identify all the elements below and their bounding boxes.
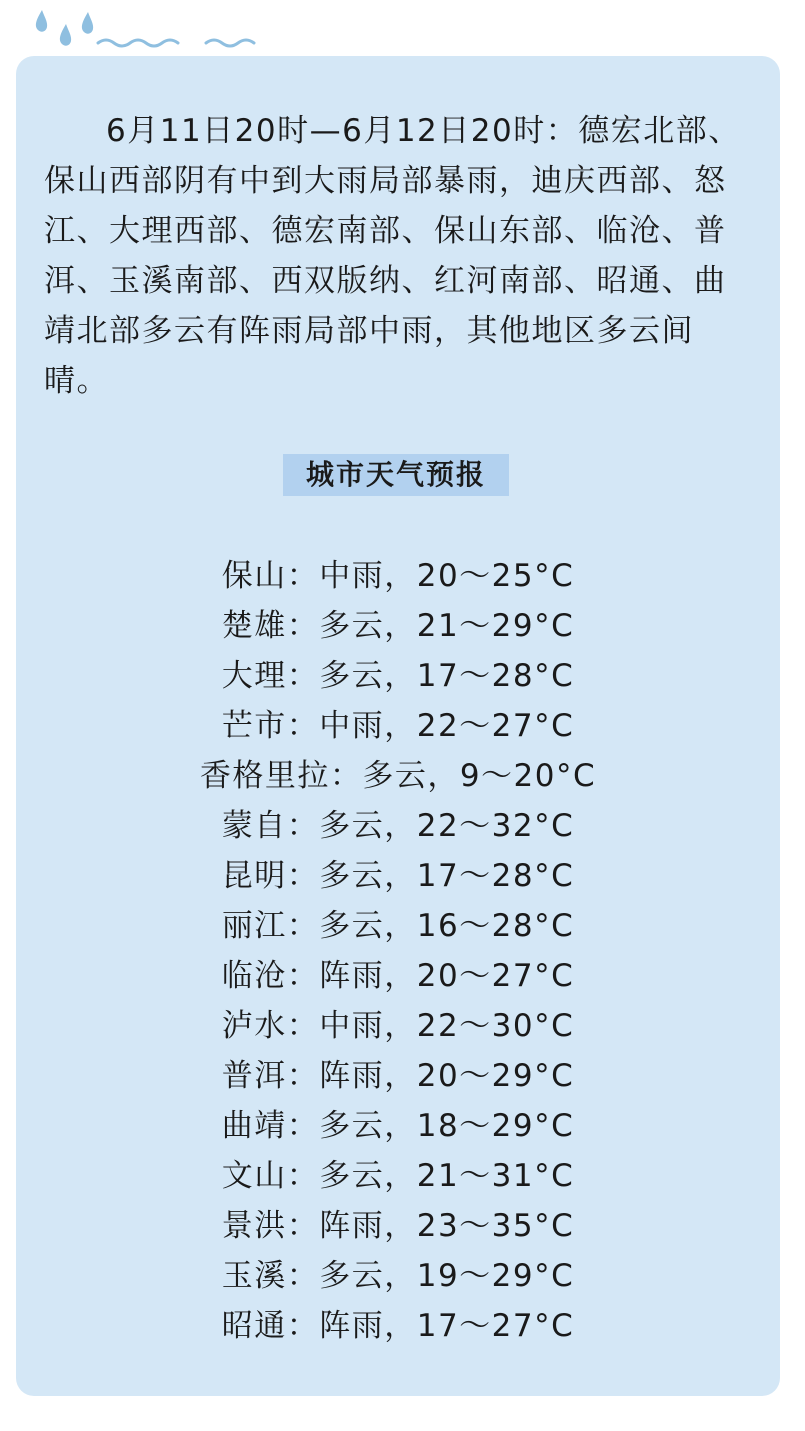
city-forecast-row: 蒙自：多云，22～32°C [221, 808, 575, 844]
city-forecast-row: 泸水：中雨，22～30°C [221, 1008, 575, 1044]
city-forecast-row: 曲靖：多云，18～29°C [221, 1108, 575, 1144]
city-forecast-row: 大理：多云，17～28°C [221, 658, 575, 694]
city-forecast-row: 楚雄：多云，21～29°C [221, 608, 575, 644]
city-forecast-row: 文山：多云，21～31°C [221, 1158, 575, 1194]
forecast-paragraph: 6月11日20时—6月12日20时：德宏北部、保山西部阴有中到大雨局部暴雨，迪庆西部、怒江、大理西部、德宏南部、保山东部、临沧、普洱、玉溪南部、西双版纳、红河南部、昭通、曲靖北部多云有阵雨局部中雨，其他地区多云间晴。 [44, 113, 741, 399]
city-forecast-list [16, 551, 780, 1351]
city-forecast-row: 丽江：多云，16～28°C [221, 908, 575, 944]
city-forecast-row: 普洱：阵雨，20～29°C [221, 1058, 575, 1094]
city-forecast-row: 玉溪：多云，19～29°C [221, 1258, 575, 1294]
city-forecast-row: 香格里拉：多云，9～20°C [199, 758, 597, 794]
wave-icon [98, 40, 178, 46]
section-title: 城市天气预报 [283, 454, 509, 496]
raindrop-icon [82, 12, 93, 34]
city-forecast-row: 芒市：中雨，22～27°C [221, 708, 575, 744]
rain-decoration [30, 6, 270, 54]
city-forecast-row: 临沧：阵雨，20～27°C [221, 958, 575, 994]
forecast-card [16, 56, 780, 1396]
city-forecast-row: 景洪：阵雨，23～35°C [221, 1208, 575, 1244]
city-forecast-row: 昆明：多云，17～28°C [221, 858, 575, 894]
city-forecast-row: 昭通：阵雨，17～27°C [221, 1308, 575, 1344]
raindrop-icon [60, 24, 71, 46]
wave-icon [206, 40, 254, 46]
raindrop-icon [36, 10, 47, 32]
city-forecast-row: 保山：中雨，20～25°C [221, 558, 575, 594]
